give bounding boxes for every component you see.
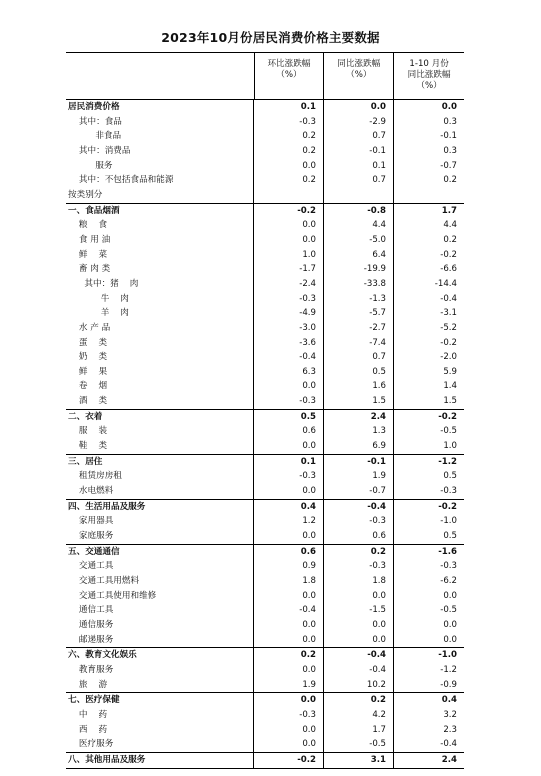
row-value: 0.4 <box>441 695 457 706</box>
row-value: 0.0 <box>254 484 324 499</box>
table-row <box>66 663 464 678</box>
row-label: 八、其他用品及服务 <box>66 753 254 768</box>
row-value: -0.4 <box>324 663 394 678</box>
row-value: 6.9 <box>324 439 394 454</box>
table-row <box>66 678 464 693</box>
row-value: -3.6 <box>254 336 324 351</box>
row-value: 3.2 <box>443 709 457 720</box>
row-label: 家庭服务 <box>66 529 254 544</box>
row-value: -0.5 <box>440 426 457 437</box>
row-value: -1.6 <box>438 546 457 557</box>
header-line: 同比涨跌幅 <box>407 70 451 80</box>
row-value: -0.4 <box>440 293 457 304</box>
row-value: 0.6 <box>254 545 324 560</box>
row-value: 0.0 <box>254 589 324 604</box>
table-row <box>66 306 464 321</box>
row-label: 六、教育文化娱乐 <box>66 648 254 663</box>
header-line: 环比涨跌幅 <box>267 59 311 69</box>
row-value: -1.2 <box>438 456 457 467</box>
row-value: 0.0 <box>324 589 394 604</box>
row-value: 0.4 <box>254 500 324 515</box>
row-label: 交通工具用燃料 <box>66 574 254 589</box>
row-label: 通信服务 <box>66 618 254 633</box>
row-value: -4.9 <box>254 306 324 321</box>
row-label: 教育服务 <box>66 663 254 678</box>
table-body <box>66 100 464 769</box>
row-value: 1.7 <box>324 723 394 738</box>
table-row <box>66 618 464 633</box>
row-value: 0.2 <box>254 173 324 188</box>
row-label: 服务 <box>66 159 254 174</box>
row-value: 0.0 <box>254 439 324 454</box>
table-row <box>66 262 464 277</box>
row-value: -2.0 <box>440 352 457 363</box>
row-value: -6.2 <box>440 576 457 586</box>
table-row <box>66 203 464 219</box>
row-value: -0.3 <box>324 514 394 529</box>
row-value: 0.0 <box>254 633 324 648</box>
row-label: 中 药 <box>66 708 254 723</box>
row-value: -2.7 <box>324 321 394 336</box>
row-value <box>254 188 324 203</box>
row-value: 0.2 <box>443 234 457 245</box>
row-label: 其中：不包括食品和能源 <box>66 173 254 188</box>
row-value: 1.4 <box>443 381 457 392</box>
row-value: 2.3 <box>443 724 457 735</box>
row-label: 五、交通通信 <box>66 545 254 560</box>
table-row <box>66 248 464 263</box>
row-value: -0.2 <box>440 337 457 348</box>
row-value: 4.4 <box>324 218 394 233</box>
row-value: -1.0 <box>438 650 457 661</box>
table-row <box>66 633 464 648</box>
row-label: 二、衣着 <box>66 410 254 425</box>
row-value: 0.0 <box>443 619 457 630</box>
table-row <box>66 350 464 365</box>
row-value: -0.3 <box>254 115 324 130</box>
row-value: 1.8 <box>254 574 324 589</box>
table-row <box>66 277 464 292</box>
row-value: 0.0 <box>254 379 324 394</box>
row-value: 0.2 <box>254 129 324 144</box>
row-value: -0.3 <box>254 394 324 409</box>
row-value: 1.5 <box>324 394 394 409</box>
table-row <box>66 544 464 560</box>
table-row <box>66 379 464 394</box>
row-value: 0.0 <box>254 737 324 752</box>
header-line: （%） <box>416 81 442 91</box>
table-row <box>66 574 464 589</box>
row-value: -0.4 <box>440 739 457 750</box>
row-label: 食 用 油 <box>66 233 254 248</box>
row-value: 0.0 <box>324 633 394 648</box>
row-value: -0.8 <box>324 204 394 219</box>
table-row <box>66 292 464 307</box>
row-label: 一、食品烟酒 <box>66 204 254 219</box>
table-row <box>66 708 464 723</box>
row-label: 非食品 <box>66 129 254 144</box>
header-ytd-yoy <box>394 53 464 99</box>
row-value: 0.0 <box>254 723 324 738</box>
table-row <box>66 469 464 484</box>
row-value: 0.1 <box>254 455 324 470</box>
row-label: 四、生活用品及服务 <box>66 500 254 515</box>
table-row <box>66 529 464 544</box>
row-value: 1.6 <box>324 379 394 394</box>
row-value: -1.2 <box>440 664 457 675</box>
row-label: 其中：食品 <box>66 115 254 130</box>
row-label: 七、医疗保健 <box>66 693 254 708</box>
table-row <box>66 424 464 439</box>
row-value: 1.0 <box>443 441 457 452</box>
row-value: 4.4 <box>443 220 457 231</box>
row-value: 0.7 <box>324 129 394 144</box>
row-value: -6.6 <box>440 264 457 275</box>
row-label: 畜 肉 类 <box>66 262 254 277</box>
row-value: 0.7 <box>324 173 394 188</box>
table-row <box>66 321 464 336</box>
row-value: -0.3 <box>324 559 394 574</box>
row-label: 水电燃料 <box>66 484 254 499</box>
header-line: （%） <box>346 70 372 80</box>
row-value: 0.5 <box>254 410 324 425</box>
table-row <box>66 647 464 663</box>
row-value: 0.3 <box>443 116 457 127</box>
row-value: -1.5 <box>324 603 394 618</box>
row-value: 6.3 <box>254 365 324 380</box>
table-row <box>66 394 464 409</box>
row-value: -0.3 <box>440 486 457 497</box>
table-row <box>66 752 464 769</box>
row-value: -14.4 <box>434 278 457 289</box>
table-row <box>66 159 464 174</box>
table-row <box>66 514 464 529</box>
row-value: -33.8 <box>324 277 394 292</box>
row-label: 服 装 <box>66 424 254 439</box>
row-value: 0.2 <box>324 693 394 708</box>
table-row <box>66 737 464 752</box>
row-value: -0.2 <box>440 249 457 260</box>
table-row <box>66 218 464 233</box>
row-value: 4.2 <box>324 708 394 723</box>
row-value: -0.7 <box>440 160 457 171</box>
row-label: 鞋 类 <box>66 439 254 454</box>
row-value: 1.7 <box>441 205 457 216</box>
row-value: -1.0 <box>440 516 457 527</box>
row-value: 5.9 <box>443 366 457 377</box>
row-value: -7.4 <box>324 336 394 351</box>
table-row <box>66 589 464 604</box>
row-label: 其中：消费品 <box>66 144 254 159</box>
row-label: 西 药 <box>66 723 254 738</box>
table-row <box>66 692 464 708</box>
row-value: 0.0 <box>254 693 324 708</box>
row-value: -0.7 <box>324 484 394 499</box>
row-label: 其中：猪 肉 <box>66 277 254 292</box>
header-line: 同比涨跌幅 <box>337 59 381 69</box>
row-value: -2.9 <box>324 115 394 130</box>
row-label: 通信工具 <box>66 603 254 618</box>
table-row <box>66 499 464 515</box>
row-value: 1.8 <box>324 574 394 589</box>
row-value: 3.1 <box>324 753 394 768</box>
row-value: 1.9 <box>324 469 394 484</box>
row-value: -0.5 <box>440 605 457 616</box>
row-label: 鲜 菜 <box>66 248 254 263</box>
row-value: -5.7 <box>324 306 394 321</box>
row-value: -0.3 <box>254 469 324 484</box>
document-title: 2023年10月份居民消费价格主要数据 <box>161 30 380 45</box>
row-label: 邮递服务 <box>66 633 254 648</box>
cpi-table <box>66 52 464 769</box>
row-value: -1.7 <box>254 262 324 277</box>
row-value: -0.1 <box>440 131 457 142</box>
row-value: 0.2 <box>254 648 324 663</box>
table-row <box>66 439 464 454</box>
row-value: 0.2 <box>443 175 457 186</box>
row-value: 0.1 <box>254 100 324 115</box>
row-value: 1.9 <box>254 678 324 693</box>
header-mom <box>255 53 325 99</box>
row-value: -0.2 <box>254 204 324 219</box>
row-value: -0.5 <box>324 737 394 752</box>
table-row <box>66 559 464 574</box>
row-value: 0.5 <box>443 471 457 482</box>
row-value: 0.0 <box>441 102 457 112</box>
row-value: 0.0 <box>254 529 324 544</box>
row-value: 0.0 <box>254 618 324 633</box>
row-value: -0.4 <box>254 603 324 618</box>
row-label: 交通工具 <box>66 559 254 574</box>
row-label: 医疗服务 <box>66 737 254 752</box>
row-value: -0.3 <box>254 292 324 307</box>
header-label-cell <box>66 53 255 99</box>
row-value: 0.2 <box>254 144 324 159</box>
row-value: -3.1 <box>440 308 457 319</box>
row-value: 0.1 <box>324 159 394 174</box>
header-yoy <box>324 53 394 99</box>
row-value: 0.0 <box>254 663 324 678</box>
row-value: -0.4 <box>324 648 394 663</box>
row-value: 0.0 <box>254 233 324 248</box>
table-row <box>66 484 464 499</box>
row-value: 2.4 <box>441 754 457 765</box>
table-row <box>66 173 464 188</box>
row-label: 水 产 品 <box>66 321 254 336</box>
row-value: 6.4 <box>324 248 394 263</box>
row-label: 牛 肉 <box>66 292 254 307</box>
row-label: 交通工具使用和维修 <box>66 589 254 604</box>
table-header <box>66 53 464 100</box>
table-row <box>66 336 464 351</box>
table-row <box>66 603 464 618</box>
row-label: 粮 食 <box>66 218 254 233</box>
row-label: 羊 肉 <box>66 306 254 321</box>
row-value: 1.0 <box>254 248 324 263</box>
table-row <box>66 723 464 738</box>
table-row <box>66 115 464 130</box>
table-row <box>66 144 464 159</box>
row-value: 0.0 <box>254 218 324 233</box>
row-value: 1.5 <box>443 396 457 407</box>
row-value: 1.3 <box>324 424 394 439</box>
table-row <box>66 188 464 203</box>
row-value: -0.1 <box>324 144 394 159</box>
row-value: -19.9 <box>324 262 394 277</box>
row-value: -1.3 <box>324 292 394 307</box>
row-value: -0.1 <box>324 455 394 470</box>
row-value: -5.2 <box>440 322 457 333</box>
row-label: 蛋 类 <box>66 336 254 351</box>
row-value: 0.0 <box>254 159 324 174</box>
row-label: 居民消费价格 <box>66 100 254 115</box>
row-value: -0.2 <box>254 753 324 768</box>
table-row <box>66 233 464 248</box>
row-value: -0.9 <box>440 679 457 690</box>
row-value: 0.0 <box>443 634 457 645</box>
row-value: -0.3 <box>440 561 457 572</box>
row-value: 0.6 <box>324 529 394 544</box>
row-label: 旅 游 <box>66 678 254 693</box>
row-value: -0.3 <box>254 708 324 723</box>
row-value: 1.2 <box>254 514 324 529</box>
table-row <box>66 454 464 470</box>
header-line: 1-10 月份 <box>409 59 449 69</box>
row-value: 2.4 <box>324 410 394 425</box>
row-value: 10.2 <box>324 678 394 693</box>
table-row <box>66 129 464 144</box>
row-label: 卷 烟 <box>66 379 254 394</box>
row-value <box>324 188 394 203</box>
row-value: 0.2 <box>324 545 394 560</box>
row-value: 0.9 <box>254 559 324 574</box>
row-value: -0.2 <box>438 501 457 512</box>
row-label: 租赁房房租 <box>66 469 254 484</box>
row-value: 0.5 <box>324 365 394 380</box>
table-row <box>66 409 464 425</box>
table-row <box>66 365 464 380</box>
row-value: -0.4 <box>254 350 324 365</box>
row-value: 0.0 <box>324 618 394 633</box>
table-row <box>66 100 464 115</box>
row-value: 0.7 <box>324 350 394 365</box>
row-label: 酒 类 <box>66 394 254 409</box>
row-value: 0.0 <box>443 590 457 601</box>
row-value: -3.0 <box>254 321 324 336</box>
row-label: 家用器具 <box>66 514 254 529</box>
row-value: 0.0 <box>324 100 394 115</box>
row-value: -0.2 <box>438 411 457 422</box>
row-label: 按类别分 <box>66 188 254 203</box>
header-line: （%） <box>276 70 302 80</box>
row-value: 0.3 <box>443 145 457 156</box>
row-value: 0.5 <box>443 531 457 542</box>
row-label: 三、居住 <box>66 455 254 470</box>
row-value: -5.0 <box>324 233 394 248</box>
row-value: 0.6 <box>254 424 324 439</box>
row-label: 鲜 果 <box>66 365 254 380</box>
row-label: 奶 类 <box>66 350 254 365</box>
row-value: -2.4 <box>254 277 324 292</box>
row-value: -0.4 <box>324 500 394 515</box>
row-value <box>394 188 464 203</box>
